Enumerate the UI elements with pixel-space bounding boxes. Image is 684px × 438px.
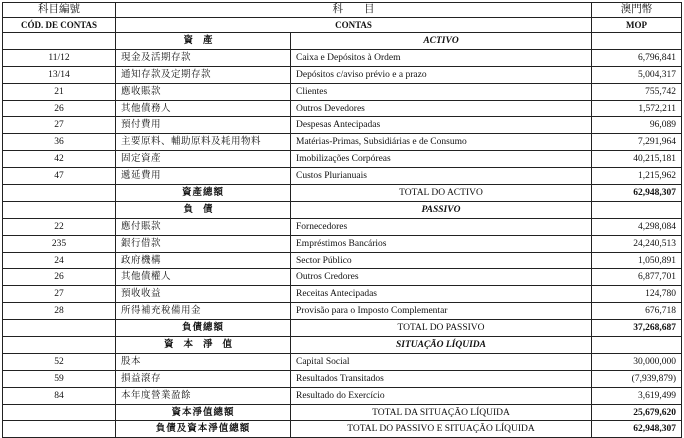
section-total-row-passivo <box>3 320 682 337</box>
table-row <box>3 49 682 66</box>
account-code: 47 <box>3 168 116 185</box>
table-row <box>3 303 682 320</box>
account-name-zh: 所得補充稅備用金 <box>116 303 291 320</box>
section-total-code-blank <box>3 320 116 337</box>
account-code: 28 <box>3 303 116 320</box>
account-code: 235 <box>3 235 116 252</box>
account-name-zh: 本年度營業盈餘 <box>116 387 291 404</box>
section-title-pt: SITUAÇÃO LÍQUIDA <box>291 337 592 354</box>
account-name-zh: 銀行借款 <box>116 235 291 252</box>
account-value: 1,050,891 <box>592 252 682 269</box>
account-name-pt: Provisão para o Imposto Complementar <box>291 303 592 320</box>
section-total-row-situacao <box>3 404 682 421</box>
account-name-pt: Imobilizações Corpóreas <box>291 151 592 168</box>
section-title-pt: PASSIVO <box>291 201 592 218</box>
account-name-pt: Depósitos c/aviso prévio e a prazo <box>291 66 592 83</box>
account-value: 30,000,000 <box>592 353 682 370</box>
account-code: 27 <box>3 286 116 303</box>
account-value: 3,619,499 <box>592 387 682 404</box>
account-value: (7,939,879) <box>592 370 682 387</box>
section-total-pt: TOTAL DO PASSIVO <box>291 320 592 337</box>
account-code: 24 <box>3 252 116 269</box>
section-total-value: 62,948,307 <box>592 185 682 202</box>
account-name-zh: 應付賬款 <box>116 218 291 235</box>
section-title-code-blank <box>3 201 116 218</box>
header-row-zh <box>3 3 682 18</box>
account-name-zh: 通知存款及定期存款 <box>116 66 291 83</box>
section-title-row-passivo <box>3 201 682 218</box>
account-name-zh: 預付費用 <box>116 117 291 134</box>
section-title-code-blank <box>3 33 116 50</box>
account-value: 5,004,317 <box>592 66 682 83</box>
account-name-pt: Sector Público <box>291 252 592 269</box>
header-account-zh: 科 目 <box>116 3 592 18</box>
account-name-zh: 應收賬款 <box>116 83 291 100</box>
account-value: 1,215,962 <box>592 168 682 185</box>
header-currency-zh: 澳門幣 <box>592 3 682 18</box>
table-row <box>3 353 682 370</box>
table-row <box>3 252 682 269</box>
section-title-zh: 資產 <box>116 33 291 50</box>
table-row <box>3 235 682 252</box>
balance-sheet-table <box>2 2 682 438</box>
balance-sheet-body <box>3 3 682 438</box>
table-row <box>3 151 682 168</box>
account-name-pt: Capital Social <box>291 353 592 370</box>
grand-total-zh: 負債及資本淨值總額 <box>116 421 291 438</box>
header-code-zh: 科目編號 <box>3 3 116 18</box>
account-code: 13/14 <box>3 66 116 83</box>
account-value: 7,291,964 <box>592 134 682 151</box>
section-title-code-blank <box>3 337 116 354</box>
account-value: 24,240,513 <box>592 235 682 252</box>
header-account-pt: CONTAS <box>116 18 592 33</box>
section-total-code-blank <box>3 404 116 421</box>
account-code: 52 <box>3 353 116 370</box>
section-total-pt: TOTAL DA SITUAÇÃO LÍQUIDA <box>291 404 592 421</box>
section-total-zh: 負債總額 <box>116 320 291 337</box>
account-name-pt: Despesas Antecipadas <box>291 117 592 134</box>
section-title-row-situacao <box>3 337 682 354</box>
account-name-pt: Clientes <box>291 83 592 100</box>
table-row <box>3 100 682 117</box>
account-value: 124,780 <box>592 286 682 303</box>
grand-total-pt: TOTAL DO PASSIVO E SITUAÇÃO LÍQUIDA <box>291 421 592 438</box>
table-row <box>3 117 682 134</box>
header-code-pt: CÓD. DE CONTAS <box>3 18 116 33</box>
account-name-zh: 現金及活期存款 <box>116 49 291 66</box>
section-total-pt: TOTAL DO ACTIVO <box>291 185 592 202</box>
table-row <box>3 66 682 83</box>
account-name-zh: 預收收益 <box>116 286 291 303</box>
table-row <box>3 370 682 387</box>
account-name-zh: 遞延費用 <box>116 168 291 185</box>
section-title-value-blank <box>592 337 682 354</box>
section-title-value-blank <box>592 33 682 50</box>
account-name-pt: Outros Credores <box>291 269 592 286</box>
account-code: 84 <box>3 387 116 404</box>
section-total-value: 37,268,687 <box>592 320 682 337</box>
grand-total-code-blank <box>3 421 116 438</box>
account-name-pt: Caixa e Depósitos à Ordem <box>291 49 592 66</box>
account-name-pt: Outros Devedores <box>291 100 592 117</box>
section-total-zh: 資本淨值總額 <box>116 404 291 421</box>
section-title-value-blank <box>592 201 682 218</box>
section-total-value: 25,679,620 <box>592 404 682 421</box>
table-row <box>3 387 682 404</box>
header-currency-pt: MOP <box>592 18 682 33</box>
account-value: 1,572,211 <box>592 100 682 117</box>
section-title-zh: 負債 <box>116 201 291 218</box>
section-total-code-blank <box>3 185 116 202</box>
account-value: 676,718 <box>592 303 682 320</box>
section-title-row-activo <box>3 33 682 50</box>
account-name-zh: 其他債務人 <box>116 100 291 117</box>
table-row <box>3 168 682 185</box>
account-name-pt: Custos Plurianuais <box>291 168 592 185</box>
account-code: 26 <box>3 100 116 117</box>
account-name-pt: Resultados Transitados <box>291 370 592 387</box>
account-name-pt: Resultado do Exercício <box>291 387 592 404</box>
account-value: 755,742 <box>592 83 682 100</box>
section-total-zh: 資產總額 <box>116 185 291 202</box>
account-value: 4,298,084 <box>592 218 682 235</box>
account-name-zh: 損益滾存 <box>116 370 291 387</box>
table-row <box>3 83 682 100</box>
account-value: 40,215,181 <box>592 151 682 168</box>
grand-total-value: 62,948,307 <box>592 421 682 438</box>
account-name-zh: 其他債權人 <box>116 269 291 286</box>
account-name-zh: 股本 <box>116 353 291 370</box>
table-row <box>3 218 682 235</box>
section-total-row-activo <box>3 185 682 202</box>
table-row <box>3 134 682 151</box>
account-name-pt: Fornecedores <box>291 218 592 235</box>
account-name-pt: Receitas Antecipadas <box>291 286 592 303</box>
account-code: 59 <box>3 370 116 387</box>
account-code: 36 <box>3 134 116 151</box>
account-value: 6,877,701 <box>592 269 682 286</box>
table-row <box>3 286 682 303</box>
account-code: 21 <box>3 83 116 100</box>
account-code: 42 <box>3 151 116 168</box>
account-name-zh: 政府機構 <box>116 252 291 269</box>
table-row <box>3 269 682 286</box>
account-code: 26 <box>3 269 116 286</box>
account-name-pt: Matérias-Primas, Subsidiárias e de Consumo <box>291 134 592 151</box>
account-value: 96,089 <box>592 117 682 134</box>
section-title-pt: ACTIVO <box>291 33 592 50</box>
account-code: 27 <box>3 117 116 134</box>
grand-total-row <box>3 421 682 438</box>
section-title-zh: 資本淨值 <box>116 337 291 354</box>
header-row-pt <box>3 18 682 33</box>
account-code: 22 <box>3 218 116 235</box>
account-name-pt: Empréstimos Bancários <box>291 235 592 252</box>
account-code: 11/12 <box>3 49 116 66</box>
account-name-zh: 固定資產 <box>116 151 291 168</box>
account-name-zh: 主要原料、輔助原料及耗用物料 <box>116 134 291 151</box>
account-value: 6,796,841 <box>592 49 682 66</box>
